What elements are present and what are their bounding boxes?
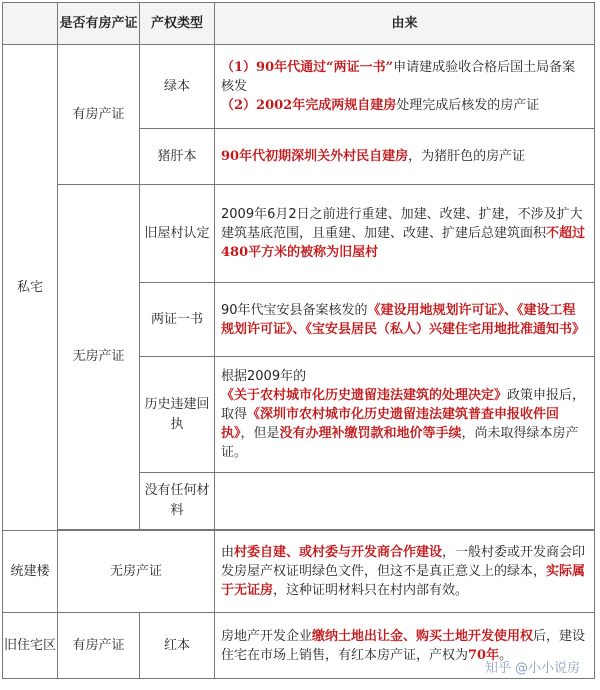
- header-row: [3, 3, 595, 45]
- group-collective: 统建楼: [3, 531, 58, 613]
- origin-no-material: [215, 473, 595, 530]
- header-type: 产权类型: [140, 3, 215, 45]
- status-has-cert-old: 有房产证: [58, 613, 140, 679]
- group-old-area: 旧住宅区: [3, 613, 58, 679]
- header-origin: 由来: [215, 3, 595, 45]
- origin-old-village: 2009年6月2日之前进行重建、加建、改建、扩建，不涉及扩大建筑基底范围，且重建、加建、改建、扩建后总建筑面积不超过480平方米的被称为旧屋村: [215, 185, 595, 283]
- type-history-receipt: 历史违建回执: [140, 357, 215, 473]
- origin-collective: 由村委自建、或村委与开发商合作建设，一般村委或开发商会印发房屋产权证明绿色文件，但这不是真正意义上的绿本，实际属于无证房，这种证明材料只在村内部有效。: [215, 531, 595, 613]
- table-row: [3, 45, 595, 129]
- origin-red: 房地产开发企业缴纳土地出让金、购买土地开发使用权后，建设住宅在市场上销售，有红本房产证，产权为70年。: [215, 613, 595, 679]
- type-red: 红本: [140, 613, 215, 679]
- origin-pig-liver: 90年代初期深圳关外村民自建房，为猪肝色的房产证: [215, 129, 595, 185]
- property-type-table: [2, 2, 595, 679]
- header-group: [3, 3, 58, 45]
- origin-history-receipt: 根据2009年的《关于农村城市化历史遗留违法建筑的处理决定》政策申报后，取得《深圳市农村城市化历史遗留违法建筑普查申报收件回执》，但是没有办理补缴罚款和地价等手续，尚未取得绿本房产证。: [215, 357, 595, 473]
- status-no-cert: 无房产证: [58, 185, 140, 530]
- type-green: 绿本: [140, 45, 215, 129]
- type-two-cert: 两证一书: [140, 283, 215, 357]
- origin-two-cert: 90年代宝安县备案核发的《建设用地规划许可证》、《建设工程规划许可证》、《宝安县居民（私人）兴建住宅用地批准通知书》: [215, 283, 595, 357]
- table-row: [3, 531, 595, 613]
- status-no-cert-collective: 无房产证: [58, 531, 215, 613]
- type-old-village: 旧屋村认定: [140, 185, 215, 283]
- type-no-material: 没有任何材料: [140, 473, 215, 530]
- origin-green: （1）90年代通过“两证一书”申请建成验收合格后国土局备案核发 （2）2002年完成两规自建房处理完成后核发的房产证: [215, 45, 595, 129]
- header-has-cert: 是否有房产证: [58, 3, 140, 45]
- group-private: 私宅: [3, 45, 58, 531]
- watermark: [485, 657, 580, 676]
- table-row: [3, 185, 595, 283]
- watermark-text: 知乎 @小小说房: [484, 661, 580, 676]
- type-pig-liver: 猪肝本: [140, 129, 215, 185]
- status-has-cert: 有房产证: [58, 45, 140, 185]
